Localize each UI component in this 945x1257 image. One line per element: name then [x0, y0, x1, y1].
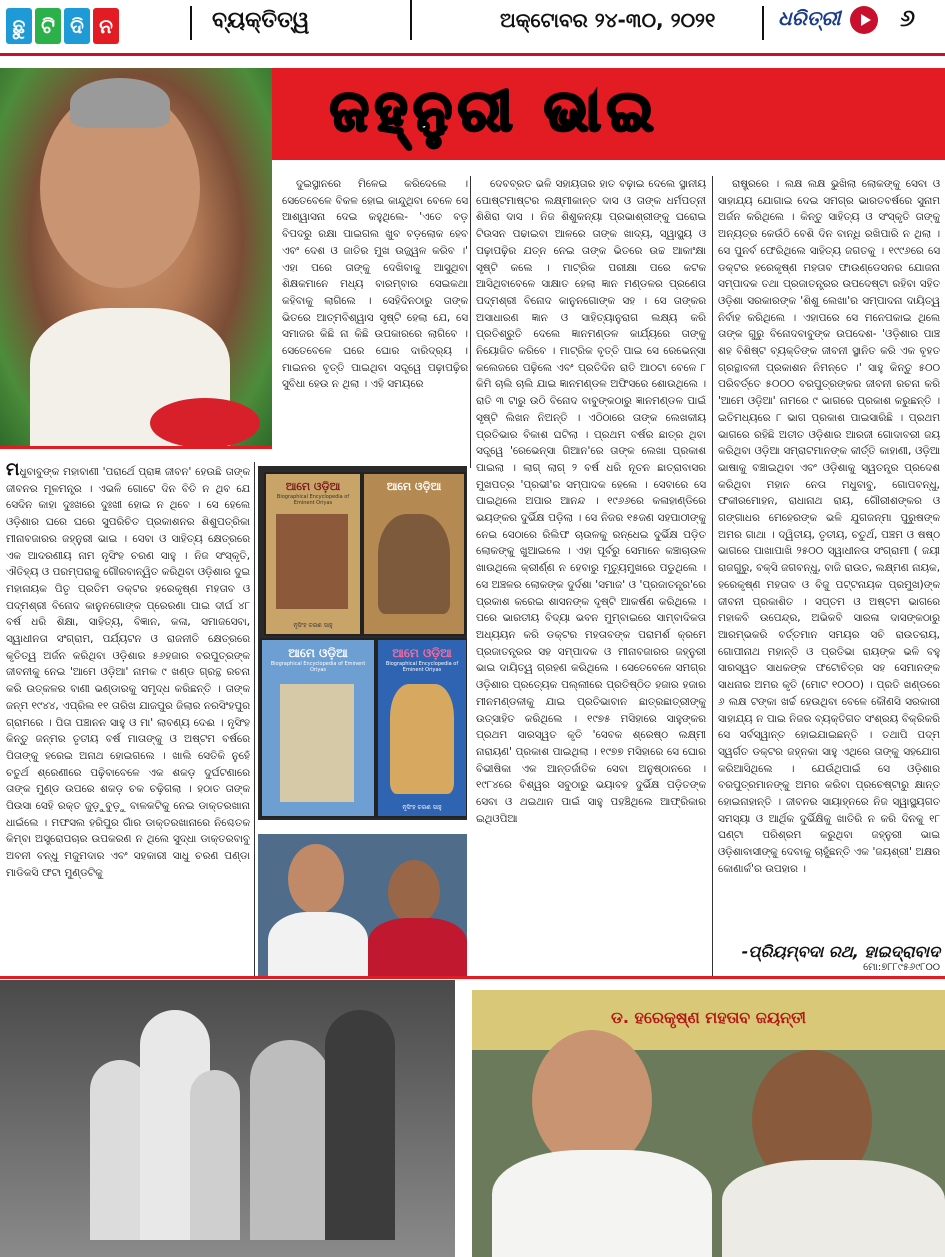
play-icon: [850, 6, 878, 34]
book-cover: [376, 638, 467, 818]
paragraph-text: ଧୁବାବୁଙ୍କ ମହାବାଣୀ 'ପରାର୍ଥେ ପ୍ରାଜ୍ଞ ଜୀବନ' ହେଉଛି ତାଙ୍କ ଜୀବନର ମୂଳମନ୍ତ୍ର । ଏଭଳି ଗୋଟେ ଦିନ ବିତି ନ ଥିବ ଯେ ସେଦିନ କାହା ଦୁଃଖରେ ଦୁଃଖୀ ହୋଇ ନ ଥିବେ । ସେ ହେଲେ ଓଡ଼ିଶାର ଘରେ ଘରେ ସୁପରିଚିତ ପ୍ରକାଶନର ଶିଶୁପତ୍ରିକା ମୀନାବଜାରର ଜହ୍ନୁରୀ ଭାଇ । ସେବା ଓ ସାହିତ୍ୟ କ୍ଷେତ୍ରରେ ଏକ ଆଦରଣୀୟ ନାମ ନୃସିଂହ ଚରଣ ସାହୁ । ନିଜ ସଂସ୍କୃତି, ଐତିହ୍ୟ ଓ ପରମ୍ପରାକୁ ଗୌରବାନ୍ୱିତ କରିଥିବା ଓଡ଼ିଶାର ଦୁଇ ମହାନାୟକ ପିତୃ ପ୍ରତିମ ଡକ୍ଟର ହରେକୃଷ୍ଣ ମହତାବ ଓ ପଦ୍ମଶ୍ରୀ ବିନୋଦ କାନୁନଗୋଙ୍କ ପ୍ରେରଣା ପାଇ ଦୀର୍ଘ ୪୮ ବର୍ଷ ଧରି ଶିକ୍ଷା, ସାହିତ୍ୟ, ବିଜ୍ଞାନ, କଳା, ସମାଜସେବା, ସ୍ୱାଧୀନତା ସଂଗ୍ରାମ, ପର୍ଯ୍ୟଟନ ଓ ରାଜନୀତି କ୍ଷେତ୍ରରେ କୃତିତ୍ୱ ଅର୍ଜନ କରିଥିବା ଓଡ଼ିଶାର ୫୬ହଜାର ବରପୁତ୍ରଙ୍କ ଜୀବନୀକୁ ନେଇ 'ଆମେ ଓଡ଼ିଆ' ନାମକ ୯ ଖଣ୍ଡ ଗ୍ରନ୍ଥ ରଚନା କରି ଉତ୍କଳର ବାଣୀ ଭଣ୍ଡାରକୁ ସମୃଦ୍ଧ କରିଛନ୍ତି । ତାଙ୍କ ଜନ୍ମ ୧୯୪୪, ଏପ୍ରିଲ ୧୧ ତାରିଖ ଯାଜପୁର ଜିଲାର ନରସିଂହପୁର ଗ୍ରାମରେ । ପିତା ପଞ୍ଚାନନ ସାହୁ ଓ ମା' ଲାବଣ୍ୟ ଦେଈ । ନୃସିଂହ କିନ୍ତୁ ଜନ୍ମର ତୃତୀୟ ବର୍ଷ ମାତାଙ୍କୁ ଓ ଅଷ୍ଟମ ବର୍ଷରେ ପିତାଙ୍କୁ ହରେଇ ଅନାଥ ହୋଇଗଲେ । ଖାଲି ସେତିକି ନୁହେଁ ଚତୁର୍ଥ ଶ୍ରେଣୀରେ ପଢ଼ିବାବେଳେ ଏକ ଶକଡ଼ ଦୁର୍ଘଟଣାରେ ତାଙ୍କ ମୁଣ୍ଡ ଉପରେ ଶକଡ଼ ଚକ ଚଢ଼ିଗଲା । ହଠାତ ତାଙ୍କ ପିଉସା ସେହି ରକ୍ତ ଜୁଡ଼ୁବୁଡ଼ୁ ବାଳକଟିକୁ ନେଇ ଡାକ୍ତରଖାନା ଧାଇଁଲେ । ମଫସଲ ହରିପୁର ଗାଁର ଡାକ୍ତରଖାନାରେ ନିଶ୍ଚେତକ କିମ୍ବା ଅସ୍ତ୍ରୋପଚାର ଉପକରଣ ନ ଥିଲେ ସୁଦ୍ଧା ଡାକ୍ତରବାବୁ ଅବନୀ ବନ୍ଧୁ ମଜୁମଦାର ଏବଂ ସହକାରୀ ସାଧୁ ଚରଣ ପଣ୍ଡା ମାଡିକସି ଫଟା ମୁଣ୍ଡଟିକୁ: [6, 466, 250, 879]
man-face-shape: [288, 844, 344, 914]
article-column: [476, 176, 706, 982]
mother-figure: [250, 1040, 330, 1240]
stage-banner: [472, 990, 945, 1050]
book-cover: [260, 638, 376, 818]
couple-photo: [258, 834, 467, 976]
book-title: ଆମେ ଓଡ଼ିଆ: [285, 480, 341, 493]
header-divider: [410, 0, 412, 40]
author-phone: ମୋ:୭୮୮୯୫୬୯୮୦୦: [863, 962, 940, 973]
column-rule: [470, 176, 471, 468]
article-title: ଜହ୍ନୁରୀ ଭାଇ: [330, 78, 660, 144]
woman-saree-shape: [368, 918, 467, 976]
man-shirt-shape: [268, 912, 368, 976]
family-photo: [0, 980, 455, 1257]
column-rule: [712, 176, 713, 976]
header-divider: [762, 6, 764, 40]
drop-cap: ମ: [6, 462, 20, 480]
brand-letter: ନ: [93, 8, 119, 44]
book-illustration: [280, 684, 354, 802]
meeting-photo: [472, 990, 945, 1257]
book-illustration: [378, 514, 450, 614]
brand-logo: [6, 8, 122, 44]
banner-text: ଡ. ହରେକୃଷ୍ଣ ମହତାବ ଜୟନ୍ତୀ: [611, 1008, 806, 1027]
book-cover: [264, 472, 362, 636]
book-author: ନୃସିଂହ ଚରଣ ସାହୁ: [293, 622, 333, 629]
flowers-shape: [150, 398, 260, 446]
child-figure: [325, 1010, 395, 1240]
byline-block: [718, 940, 940, 973]
book-subtitle: Biographical Encyclopedia of Eminent Oriyas: [270, 661, 366, 673]
red-rule: [0, 446, 272, 449]
article-column: [282, 176, 468, 466]
brand-letter: ଛୁ: [6, 8, 32, 44]
child-figure: [190, 1070, 240, 1240]
book-title: ଆମେ ଓଡ଼ିଆ: [288, 646, 348, 660]
author-byline: -ପ୍ରିୟମ୍ବଦା ରଥ, ହାଇଦ୍ରାବାଦ: [741, 942, 940, 961]
book-title: ଆମେ ଓଡ଼ିଆ: [386, 480, 442, 493]
leader-kurta-shape: [492, 1150, 712, 1257]
red-rule: [0, 976, 945, 979]
books-photo: [258, 466, 467, 820]
book-illustration: [390, 684, 454, 794]
man-shirt-shape: [722, 1160, 945, 1257]
book-illustration: [276, 514, 348, 609]
leader-face-shape: [532, 1030, 652, 1170]
issue-date: ଅକ୍ଟୋବର ୨୪-୩୦, ୨୦୨୧: [500, 8, 716, 32]
article-paragraph: ଦୁଇସ୍ଥାନରେ ମିଳେଇ କରିଦେଲେ । ସେତେବେଳେ ବିକଳ ହୋଇ କାନ୍ଦୁଥିବା ବେଳେ ସେ ଆଶ୍ୱାସନା ଦେଇ କହୁଥିଲେ- 'ଏତେ ବଡ଼ ବିପଦରୁ ରକ୍ଷା ପାଇଗଲ ଖୁବ ବଡ଼ଲୋକ ହେବ ଏବଂ ଦେଶ ଓ ଜାତିର ମୁଖ ଉଜ୍ଜ୍ୱଳ କରିବ ।' ଏହା ପରେ ତାଙ୍କୁ ଦେଖିବାକୁ ଆସୁଥିବା ଶିକ୍ଷକମାନେ ମଧ୍ୟ ବାରମ୍ବାର ସେଇକଥା କହିବାକୁ ଲାଗିଲେ । ସେହିଦିନଠାରୁ ତାଙ୍କ ଭିତରେ ଆତ୍ମବିଶ୍ୱାସ ସୃଷ୍ଟି ହେଲା ଯେ, ସେ ସମାଜର କିଛି ନା କିଛି ଉପକାରରେ ଲାଗିବେ । ସେତେବେଳେ ଘରେ ଘୋର ଦାରିଦ୍ର୍ୟ । ମାଇନର ବୃତ୍ତି ପାଇଥିବା ସତ୍ତ୍ୱେ ପଢ଼ାପଢ଼ିର ସୁବିଧା ହେଉ ନ ଥିଲା । ଏହି ସମୟରେ: [282, 178, 468, 391]
book-author: ନୃସିଂହ ଚରଣ ସାହୁ: [402, 804, 442, 811]
article-column: [6, 462, 250, 974]
book-cover: [362, 472, 466, 636]
article-paragraph: ରାଷ୍ଟ୍ରରେ । ଲକ୍ଷ ଲକ୍ଷ ଭୁଖିଲା ଲୋକଙ୍କୁ ସେବା ଓ ସାହାଯ୍ୟ ଯୋଗାଇ ଦେଇ ସମଗ୍ର ଭାରତବର୍ଷରେ ସୁନାମ ଅର୍ଜନ କରିଥିଲେ । କିନ୍ତୁ ସାହିତ୍ୟ ଓ ସଂସ୍କୃତି ତାଙ୍କୁ ଅନ୍ୟତ୍ର କେଉଁଠି ବେଶି ଦିନ ବାନ୍ଧି ରଖିପାରି ନ ଥିଲା । ସେ ପୁନର୍ବ ଫେରିଥିଲେ ସାହିତ୍ୟ ଜଗତକୁ । ୧୯୯୬ରେ ସେ ଡକ୍ଟର ହରେକୃଷ୍ଣ ମହତାବ ଫାଉଣ୍ଡେସନର ଯୋଜନା ସମ୍ପାଦକ ତଥା ପ୍ରଜାତନ୍ତ୍ରର ଉପଦେଷ୍ଟା ରହିବା ସହିତ ଓଡ଼ିଶା ସରକାରଙ୍କ 'ଶିଶୁ ଲେଖା'ର ସମ୍ପାଦନା ଦାୟିତ୍ୱ ନିର୍ବାହ କରିଥିଲେ । ଏହାପରେ ସେ ମନେପକାଇ ଥିଲେ ତାଙ୍କ ଗୁରୁ ବିନୋଦବାବୁଙ୍କ ଉପଦେଶ- 'ଓଡ଼ିଶାର ପାଞ୍ଚ ଶହ ବିଶିଷ୍ଟ ବ୍ୟକ୍ତିଙ୍କ ଜୀବନୀ ସ୍ଥାନିତ କରି ଏକ ବୃହତ ଗ୍ରନ୍ଥାବଳୀ ପ୍ରକାଶନ ନିମନ୍ତେ ।' ସାହୁ କିନ୍ତୁ ୫୦୦ ପରିବର୍ତ୍ତେ ୫୦୦୦ ବରପୁତ୍ରଙ୍କର ଜୀବନୀ ରଚନା କରି 'ଆମେ ଓଡ଼ିଆ' ନାମରେ ୯ ଭାଗରେ ପ୍ରକାଶ କରୁଛନ୍ତି । ଇତିମଧ୍ୟରେ ୮ ଭାଗ ପ୍ରକାଶ ପାଇସାରିଛି । ପ୍ରଥମ ଭାଗରେ ରହିଛି ଅତୀତ ଓଡ଼ିଶାର ଆରଜୀ ଗୋଦାବରୀ ଜୟ କରିଥିବା ଓଡ଼ିଆ ସମ୍ରାଟମାନଙ୍କ କୀର୍ତ୍ତି କାହାଣୀ, ଓଡ଼ିଆ ଭାଷାକୁ ବଞ୍ଚାଇଥିବା ଏବଂ ଓଡ଼ିଶାକୁ ସ୍ୱତନ୍ତ୍ର ପ୍ରଦେଶ କରିଥିବା ମହାନ ନେତା ମଧୁବାବୁ, ଗୋପବନ୍ଧୁ, ଫକୀରମୋହନ, ରାଧାନାଥ ରାୟ, ଗୌରୀଶଙ୍କର ଓ ଗଙ୍ଗାଧର ମେହେରଙ୍କ ଭଳି ଯୁଗଜନ୍ମା ପୁରୁଷଙ୍କ ଅମର ଗାଥା । ଦ୍ୱିତୀୟ, ତୃତୀୟ, ଚତୁର୍ଥ, ପଞ୍ଚମ ଓ ଷଷ୍ଠ ଭାଗରେ ପାଖାପାଖି ୨୫୦୦ ସ୍ୱାଧୀନତା ସଂଗ୍ରାମୀ ( ଜୟୀ ରାଜଗୁରୁ, ବକ୍ସି ଜଗବନ୍ଧୁ, ବାଜି ରାଉତ, ଲକ୍ଷ୍ମଣ ନାୟକ, ହରେକୃଷ୍ଣ ମହତାବ ଓ ବିଜୁ ପଟ୍ଟନାୟକ ପ୍ରମୁଖ)ଙ୍କ ଜୀବନୀ ପ୍ରକାଶିତ । ସପ୍ତମ ଓ ଅଷ୍ଟମ ଭାଗରେ ମହାକବି ଉପେନ୍ଦ୍ର, ଅଭିକବି ସାରଳା ଦାସଙ୍କଠାରୁ ଆରମ୍ଭକରି ବର୍ତ୍ତମାନ ସମୟର ସଚି ରାଉତରାୟ, ଗୋପୀନାଥ ମହାନ୍ତି ଓ ପ୍ରତିଭା ରାୟଙ୍କ ଭଳି ବହୁ ସାରସ୍ୱତ ସାଧକଙ୍କ ଫଟୋଚିତ୍ର ସହ ସେମାନଙ୍କ ସାଧନାର ଅମର କୃତି (ମୋଟ ୧୦୦୦) । ପ୍ରତି ଖଣ୍ଡରେ ୬ ଲକ୍ଷ ଟଙ୍କା ଖର୍ଚ୍ଚ ହେଉଥିବା ବେଳେ କୌଣସି ସରକାରୀ ସାହାଯ୍ୟ ନ ପାଇ ନିଜର ବ୍ୟକ୍ତିଗତ ସଂଶ୍ରୟ ବିକ୍ରିକରି ସେ ସର୍ବସ୍ୱାନ୍ତ ହୋଇଯାଇଛନ୍ତି । ତଥାପି ପଦ୍ମ ସ୍ୱର୍ଗତ ଡକ୍ଟର ଜହ୍ନକା ସାହୁ ଏଥିରେ ତାଙ୍କୁ ସହଯୋଗ କରିଆସିଥିଲେ । ଯେଉଁଥିପାଇଁ ସେ ଓଡ଼ିଶାର ବରପୁତ୍ରମାନଙ୍କୁ ଅମର କରିବା ପ୍ରଚେଷ୍ଟାରୁ କ୍ଷାନ୍ତ ହୋଇନାହାନ୍ତି । ଜୀବନର ସାୟାହ୍ନରେ ନିଜ ସ୍ୱାସ୍ଥ୍ୟଗତ ସମସ୍ୟା ଓ ଆର୍ଥିକ ଦୁର୍ଭିକ୍ଷିକୁ ଖାତିରି ନ କରି ଦିନକୁ ୧୮ ଘଣ୍ଟା ପରିଶ୍ରମ କରୁଥିବା ଜହ୍ନୁରୀ ଭାଇ ଓଡ଼ିଶାବାସୀଙ୍କୁ ଦେବାକୁ ଚାହୁଁଛନ୍ତି ଏକ 'ଜୟଶ୍ରୀ' ଅକ୍ଷର କୋଣାର୍କ'ର ଉପହାର ।: [718, 178, 940, 875]
book-subtitle: Biographical Encyclopedia of Eminent Oriyas: [276, 494, 350, 506]
column-rule: [254, 462, 255, 976]
article-paragraph: ଦେବବ୍ରତ ଭଳି ସହାୟତାର ହାତ ବଢ଼ାଇ ଦେଲେ ସ୍ଥାନୀୟ ପୋଷ୍ଟମାଷ୍ଟର ଲକ୍ଷ୍ମୀକାନ୍ତ ଦାସ ଓ ତାଙ୍କ ଧର୍ମପତ୍ନୀ ଶିଶିରା ଦାସ । ନିଜ ଶିଶୁକନ୍ୟା ପ୍ରଭାଶ୍ରୀଙ୍କୁ ଘରୋଇ ଟିଉସନ ପଢାଇବା ଆଳରେ ତାଙ୍କ ଖାଦ୍ୟ, ସ୍ୱାସ୍ଥ୍ୟ ଓ ପଢ଼ାପଢ଼ିର ଯତ୍ନ ନେଇ ତାଙ୍କ ଭିତରେ ଉଚ୍ଚ ଆକାଂକ୍ଷା ସୃଷ୍ଟି କଲେ । ମାଟ୍ରିକ ପରୀକ୍ଷା ପରେ କଟକ ଆସିଥିବାବେଳେ ସାକ୍ଷାତ ହେଲା ଜ୍ଞାନ ମଣ୍ଡଳର ପ୍ରଣେତା ପଦ୍ମଶ୍ରୀ ବିନୋଦ କାନୁନଗୋଙ୍କ ସହ । ସେ ତାଙ୍କର ଅସାଧାରଣ ଜ୍ଞାନ ଓ ସାହିତ୍ୟାନୁରାଗ ଲକ୍ଷ୍ୟ କରି ପ୍ରତିଶ୍ରୁତି ଦେଲେ ଜ୍ଞାନମଣ୍ଡଳ କାର୍ଯ୍ୟରେ ତାଙ୍କୁ ନିୟୋଜିତ କରିବେ । ମାଟ୍ରିକ ବୃତ୍ତି ପାଇ ସେ ରେଭେନ୍ସା କଲେଜରେ ପଢ଼ିଲେ ଏବଂ ପ୍ରତିଦିନ ରାତି ଆଠଟା ବେଳେ ୮ କିମି ଚାଲି ଚାଲି ଯାଇ ଜ୍ଞାନମଣ୍ଡଳ ଅଫିସରେ ଶୋଉଥିଲେ । ରାତି ୩ ଟାରୁ ଉଠି ବିନୋଦ ବାବୁଙ୍କଠାରୁ ଜ୍ଞାନମଣ୍ଡଳ ପାଇଁ ସୃଷ୍ଟି ଲିଖନ ନିଅନ୍ତି । ଏଠିଠାରେ ତାଙ୍କ ଲେଖକୀୟ ପ୍ରତିଭାର ବିକାଶ ଘଟିଲା । ପ୍ରଥମ ବର୍ଷର ଛାତ୍ର ଥିବା ସତ୍ତ୍ୱେ 'ରେଭେନ୍ସା ଗିଆନ'ରେ ତାଙ୍କ ଲେଖା ପ୍ରକାଶ ପାଇଲା । ଲାଗ୍ ଲାଗ୍ ୨ ବର୍ଷ ଧରି ନୂତନ ଛାତ୍ରାବାସର ମୁଖପତ୍ର 'ପ୍ରଭୀ'ର ସମ୍ପାଦକ ହେଲେ । ସେବାରେ ସେ ପାଇଥିଲେ ଅପାର ଆନନ୍ଦ । ୧୯୬୬ରେ କଳାହାଣ୍ଡିରେ ଭୟଙ୍କର ଦୁର୍ଭିକ୍ଷ ପଡ଼ିଲା । ସେ ନିଜର ୧୫ଜଣ ସହପାଠୀଙ୍କୁ ନେଇ ସେଠାରେ ରିଲିଫ ଚାଉଳକୁ ରନ୍ଧେଇ ଦୁର୍ଭିକ୍ଷ ପଡ଼ିତ ଲୋକଙ୍କୁ ଖୁଆଇଲେ । ଏହା ପୂର୍ବରୁ ସେମାନେ କଞ୍ଚାଚାଉଳ ଖାଉଥିଲେ କ୍ରୀର୍ଣ୍ଣ ନ ହେବାରୁ ମୃତ୍ୟୁମୁଖରେ ପଡୁଥିଲେ । ସେ ଅଞ୍ଚଳର ଲୋକଙ୍କ ଦୁର୍ଦଶା 'ସମାଜ' ଓ 'ପ୍ରଜାତନ୍ତ୍ର'ରେ ପ୍ରକାଶ କରେଇ ଶାସନଙ୍କ ଦୃଷ୍ଟି ଆକର୍ଷଣ କରିଥିଲେ । ପରେ ଭାରତୀୟ ବିଦ୍ୟା ଭବନ ମୁମ୍ବାଇରେ ସାମ୍ବାଦିକତା ଅଧ୍ୟୟନ କରି ଡକ୍ଟର ମହତାବଙ୍କ ପରାମର୍ଶ କ୍ରମେ ପ୍ରଜାତନ୍ତ୍ରର ସହ ସମ୍ପାଦକ ଓ ମୀନାବଜାରର ଜହ୍ନୁରୀ ଭାଇ ଦାୟିତ୍ୱ ଗ୍ରହଣ କରିଥିଲେ । ସେତେବେଳେ ସମଗ୍ର ଓଡ଼ିଶାର ପ୍ରତ୍ୟେକ ପଲ୍ଲୀରେ ପ୍ରତିଷ୍ଠିତ ହଜାର ହଜାର ମୀନମଣ୍ଡଳୀକୁ ଯାଇ ପ୍ରତିଭାବାନ ଛାତ୍ରଛାତ୍ରୀଙ୍କୁ ଉତ୍ସାହିତ କରିଥିଲେ । ୧୯୭୫ ମସିହାରେ ସାହୁଙ୍କର ପ୍ରଥମ ସାରସ୍ୱତ କୃତି 'ସେବକ ଶ୍ରେଷ୍ଠ ଲକ୍ଷ୍ମୀ ନାରାୟଣ' ପ୍ରକାଶ ପାଇଥିଲା । ୧୯୭୭ ମସିହାରେ ସେ ଘୋର ବିଭୀଷିକା ଏକ ଆନ୍ତର୍ଜାତିକ ସେବା ଅନୁଷ୍ଠାନରେ । ୧୯୮୪ରେ ବିଶ୍ୱର ସବୁଠାରୁ ଭୟାବହ ଦୁର୍ଭିକ୍ଷ ପଡ଼ିତଙ୍କ ସେବା ଓ ଥଇଥାନ ପାଇଁ ସାହୁ ପହଞ୍ଚିଥିଲେ ଆଫ୍ରିକାର ଇଥିଓପିଆ: [476, 178, 706, 825]
portrait-photo: [0, 68, 272, 446]
brand-letter: ଟି: [35, 8, 61, 44]
book-title: ଆମେ ଓଡ଼ିଆ: [392, 646, 452, 660]
woman-face-shape: [388, 860, 440, 924]
article-paragraph: [6, 462, 250, 882]
section-label: ବ୍ୟକ୍ତିତ୍ୱ: [212, 8, 310, 33]
page-number: ୬: [900, 4, 916, 32]
article-column: [718, 176, 940, 936]
book-subtitle: Biographical Encyclopedia of Eminent Oriyas: [385, 661, 459, 673]
header-divider: [190, 6, 192, 40]
newspaper-name: ଧରିତ୍ରୀ: [778, 6, 841, 30]
hair-shape: [70, 78, 170, 128]
brand-letter: ଦି: [64, 8, 90, 44]
